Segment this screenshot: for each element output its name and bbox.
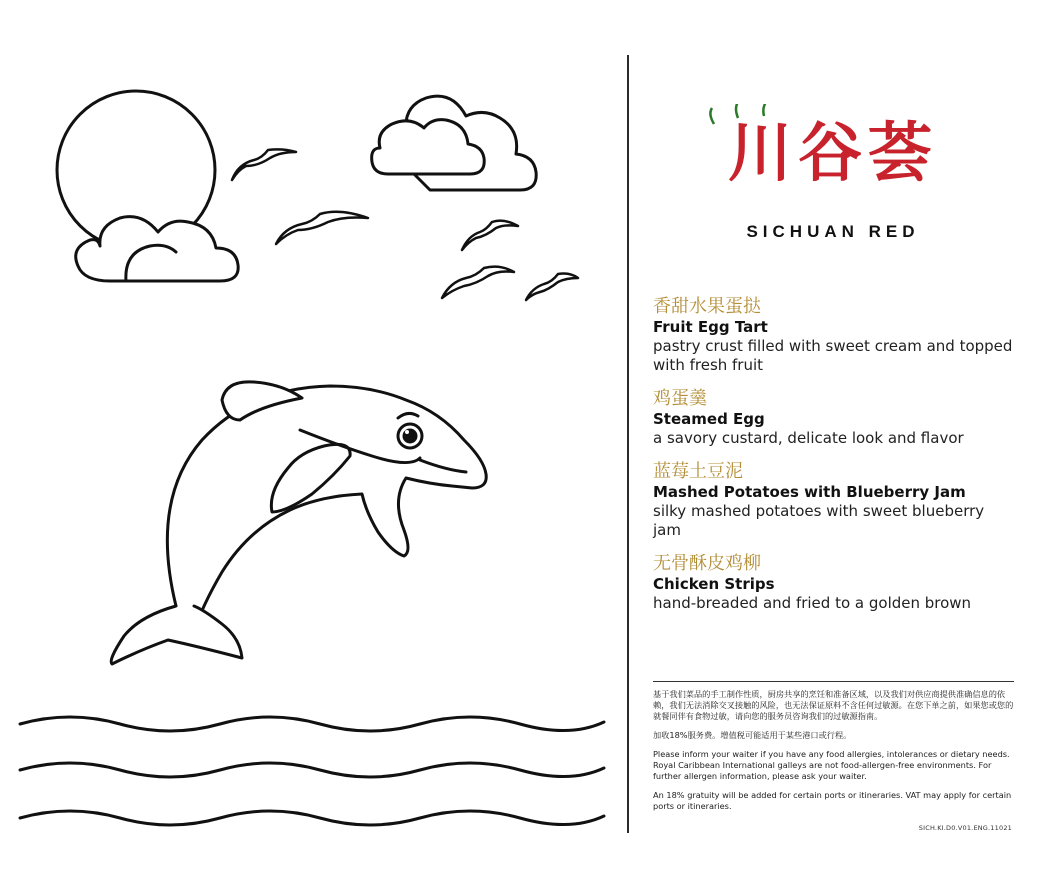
menu-item-description: pastry crust filled with sweet cream and topped with fresh fruit [653,337,1013,374]
menu-item-name-chinese: 蓝莓土豆泥 [653,461,743,482]
menu-item [653,461,1013,540]
menu-item-name-english: Steamed Egg [653,410,765,428]
notes-divider [653,681,1014,682]
menu-item-description: a savory custard, delicate look and flavor [653,429,964,447]
allergen-notes [653,689,1015,820]
menu-item-name-chinese: 鸡蛋羹 [653,388,707,409]
document-code: SICH.KI.D0.V01.ENG.11021 [918,824,1012,832]
cloud-icon [372,96,537,190]
menu-item-name-chinese: 香甜水果蛋挞 [653,296,761,317]
menu-item-name-english: Mashed Potatoes with Blueberry Jam [653,483,966,501]
menu-item [653,388,1013,448]
menu-list [653,296,1013,626]
menu-item-name-english: Fruit Egg Tart [653,318,768,336]
menu-item [653,553,1013,613]
menu-item-name-chinese: 无骨酥皮鸡柳 [653,553,761,574]
page-divider [627,55,629,833]
brand-name-english: SICHUAN RED [746,222,920,241]
menu-item-name-english: Chicken Strips [653,575,775,593]
allergy-notice-english: Please inform your waiter if you have any food allergies, intolerances or dietary needs. Royal Caribbean International galleys are not food-allergen-free environments. For further allergen information, please ask your waiter. [653,749,1010,781]
allergy-notice-chinese: 基于我们菜品的手工制作性质，厨房共享的烹饪和准备区域，以及我们对供应商提供准确信息的依赖，我们无法消除交叉接触的风险，也无法保证原料不含任何过敏源。在您下单之前，如果您或您的就餐同伴有食物过敏，请向您的服务员咨询我们的过敏源指南。 [653,689,1014,721]
gratuity-notice-chinese: 加收18%服务费。增值税可能适用于某些港口或行程。 [653,730,852,740]
dolphin-icon [111,382,486,664]
menu-item [653,296,1013,375]
brand-name-chinese: 川谷荟 [728,116,938,191]
menu-item-description: hand-breaded and fried to a golden brown [653,594,972,612]
gratuity-notice-english: An 18% gratuity will be added for certain ports or itineraries. VAT may apply for certain ports or itineraries. [653,790,1012,811]
menu-item-description: silky mashed potatoes with sweet blueberry jam [653,502,985,539]
waves-icon [20,717,604,825]
